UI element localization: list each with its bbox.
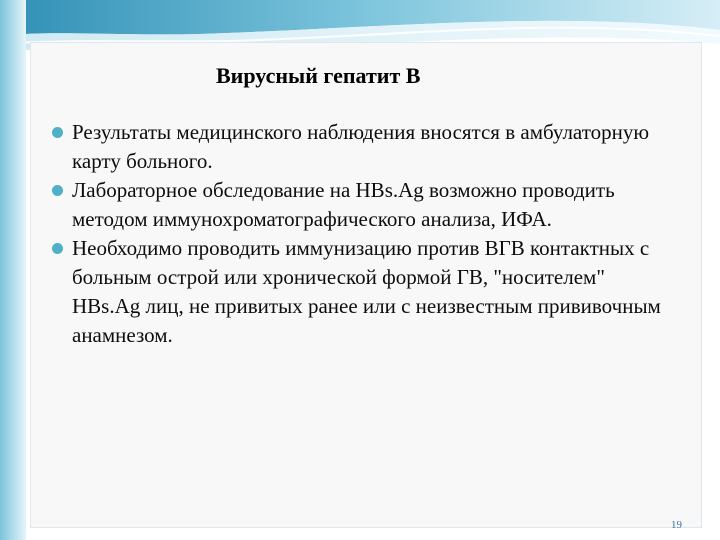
slide-title: Вирусный гепатит В [216, 63, 421, 88]
left-accent-band [0, 0, 26, 540]
bullet-item [50, 176, 670, 234]
bullet-item [50, 118, 670, 176]
bullet-text: Результаты медицинского наблюдения вносятся в амбулаторную карту больного. [72, 120, 650, 173]
bullet-dot-icon [52, 243, 63, 254]
bullet-item [50, 234, 670, 350]
bullet-text: Лабораторное обследование на HBs.Ag возможно проводить методом иммунохроматографического анализа, ИФА. [72, 178, 615, 231]
bullet-dot-icon [52, 127, 63, 138]
page-number: 19 [671, 519, 682, 531]
bullet-list [50, 118, 670, 350]
bullet-text: Необходимо проводить иммунизацию против ВГВ контактных с больным острой или хронической формой ГВ, "носителем" HBs.Ag лиц, не привитых ранее или с неизвестным прививочным анамнезом. [72, 236, 661, 347]
bullet-dot-icon [52, 185, 63, 196]
